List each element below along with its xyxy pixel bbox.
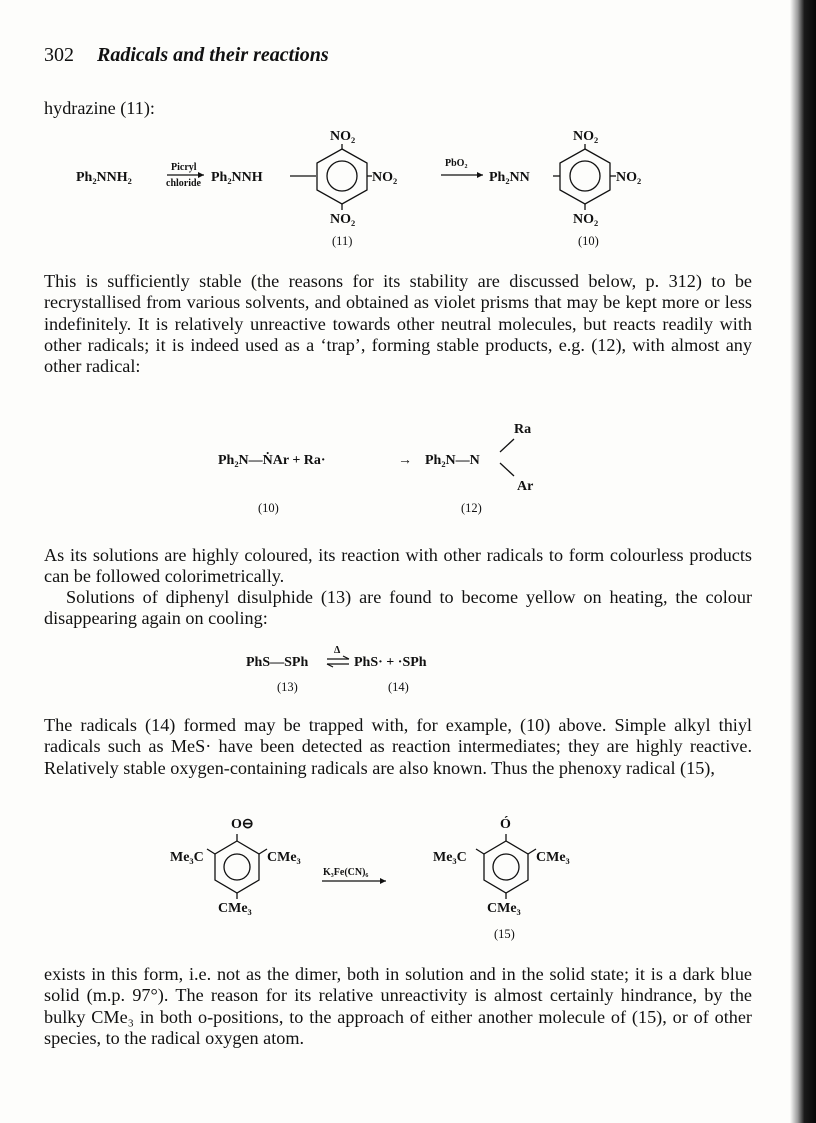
paragraph-stability: This is sufficiently stable (the reasons for its stability are discussed below, p. 312) to be recrystallised from various solvents, and obtained as violet prisms that may be kept more or less indefinitely. It is relatively unreactive towards other neutral molecules, but reacts readily with other radicals; it is indeed used as a ‘trap’, forming stable products, e.g. (12), with almost any other radical: [44, 271, 752, 377]
scheme3-left: PhS—SPh [246, 655, 309, 670]
no2-right-11: NO₂ [372, 170, 398, 185]
cme3-right-a: CMe₃ [267, 850, 301, 865]
label-10b: (10) [258, 501, 279, 515]
label-11: (11) [332, 234, 353, 248]
page-number: 302 [44, 44, 74, 66]
bond-right-cme3-b [528, 849, 536, 854]
arrow-oxidation-head [380, 878, 386, 884]
reagent-ferricyanide: K₃Fe(CN)₆ [323, 867, 369, 878]
aromatic-circle-phenoxide [224, 854, 250, 880]
no2-right-10: NO₂ [616, 170, 642, 185]
cme3-bottom-a: CMe₃ [218, 901, 252, 916]
ring-phenoxy [484, 841, 528, 893]
product-ph2nn: Ph₂NN [489, 170, 530, 185]
no2-bottom-10: NO₂ [573, 212, 599, 227]
scheme2-arrow: → [398, 453, 412, 468]
bond-left-cme3-a [207, 849, 215, 854]
cme3-right-b: CMe₃ [536, 850, 570, 865]
paragraph-phenoxy: exists in this form, i.e. not as the dimer, both in solution and in the solid state; it is a dark blue solid (m.p. 97°). The reason for its relative unreactivity is almost certainly hindrance, by the bulky CMe₃ in both o-positions, to the approach of either another molecule of (15), or of other species, to the radical oxygen atom. [44, 964, 752, 1048]
scheme3-delta: Δ [334, 645, 341, 656]
label-13: (13) [277, 680, 298, 694]
label-14: (14) [388, 680, 409, 694]
no2-top-10: NO₂ [573, 129, 599, 144]
intermediate-ph2nnh: Ph₂NNH [211, 170, 263, 185]
scheme2-ar: Ar [517, 479, 534, 494]
reagent-pbo2: PbO₂ [445, 158, 468, 169]
no2-bottom-11: NO₂ [330, 212, 356, 227]
bond-left-cme3-b [476, 849, 484, 854]
no2-top-11: NO₂ [330, 129, 356, 144]
scheme2-ra: Ra [514, 422, 532, 437]
reagent-picryl: Picryl [171, 162, 197, 173]
scheme2-right: Ph₂N—N [425, 453, 480, 468]
me3c-a: Me₃C [170, 850, 204, 865]
reagent-chloride: chloride [166, 178, 201, 189]
label-15: (15) [494, 927, 515, 941]
aromatic-circle-phenoxy [493, 854, 519, 880]
scheme3-right: PhS· + ·SPh [354, 655, 427, 670]
paragraph-thiyl: The radicals (14) formed may be trapped with, for example, (10) above. Simple alkyl thiyl radicals such as MeS· have been detected as reaction intermediates; they are highly reactive. Relatively stable oxygen-containing radicals are also known. Thus the phenoxy radical (15), [44, 715, 752, 778]
label-12: (12) [461, 501, 482, 515]
o-anion: O⊖ [231, 817, 254, 832]
scheme2-left: Ph₂N—ṄAr + Ra· [218, 453, 326, 468]
me3c-b: Me₃C [433, 850, 467, 865]
paragraph-disulphide: Solutions of diphenyl disulphide (13) are found to become yellow on heating, the colour disappearing again on cooling: [44, 587, 752, 629]
cme3-bottom-b: CMe₃ [487, 901, 521, 916]
running-title: Radicals and their reactions [97, 44, 329, 66]
ring-phenoxide [215, 841, 259, 893]
bond-right-cme3-a [259, 849, 267, 854]
o-radical: Ó [500, 817, 511, 832]
paragraph-colorimetric: As its solutions are highly coloured, its reaction with other radicals to form colourless products can be followed colorimetrically. [44, 545, 752, 587]
intro-text: hydrazine (11): [44, 98, 155, 118]
reactant-ph2nnh2: Ph₂NNH₂ [76, 170, 132, 185]
label-10: (10) [578, 234, 599, 248]
